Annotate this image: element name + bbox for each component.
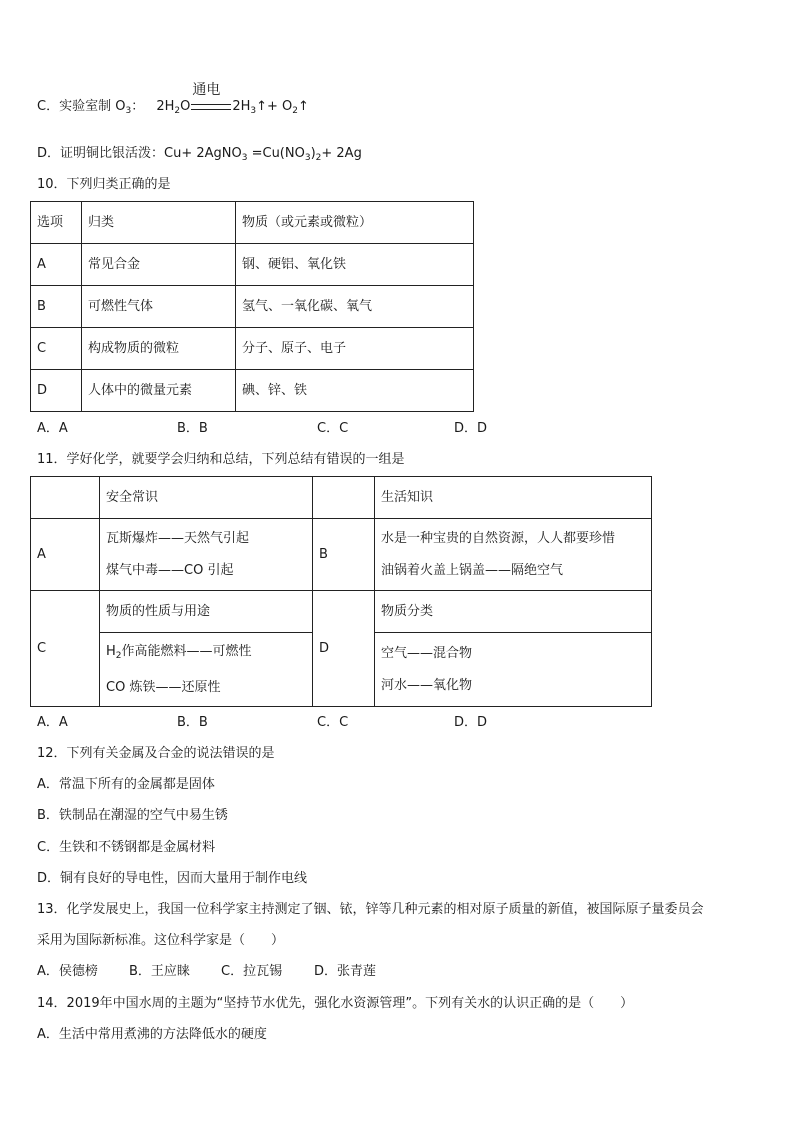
q11-choices bbox=[37, 715, 487, 731]
q11-head-left: 安全常识 bbox=[100, 477, 313, 519]
choice-d: D．张青莲 bbox=[314, 964, 377, 979]
q11-d-line2: 河水——氧化物 bbox=[381, 677, 473, 693]
double-line bbox=[191, 104, 231, 110]
equation-rhs: 2H bbox=[232, 99, 251, 114]
q11-cell-c bbox=[100, 633, 313, 707]
q11-d-head: 物质分类 bbox=[375, 591, 652, 633]
q9-c-prefix-sub: 3 bbox=[125, 106, 132, 116]
q11-cell-a bbox=[100, 519, 313, 591]
equation-rhs-sub2: 2 bbox=[292, 106, 299, 116]
q10-table bbox=[30, 201, 474, 412]
q12-option-d: D．铜有良好的导电性，因而大量用于制作电线 bbox=[37, 871, 308, 886]
choice-c: C．C bbox=[317, 421, 349, 436]
reaction-condition: 通电 bbox=[192, 82, 221, 98]
q10-cell: B bbox=[31, 286, 82, 328]
q12-option-a: A．常温下所有的金属都是固体 bbox=[37, 777, 215, 792]
q10-cell: 分子、原子、电子 bbox=[236, 328, 474, 370]
q10-cell: D bbox=[31, 370, 82, 412]
q10-cell: 碘、锌、铁 bbox=[236, 370, 474, 412]
q9-c-prefix: C．实验室制 O bbox=[37, 99, 126, 114]
q10-cell: 构成物质的微粒 bbox=[82, 328, 236, 370]
choice-d: D．D bbox=[454, 715, 488, 730]
q10-stem: 10．下列归类正确的是 bbox=[37, 177, 171, 192]
q14-option-a: A．生活中常用煮沸的方法降低水的硬度 bbox=[37, 1027, 267, 1042]
q11-c-line2: CO 炼铁——还原性 bbox=[106, 679, 221, 695]
q12-stem: 12．下列有关金属及合金的说法错误的是 bbox=[37, 746, 275, 761]
equation-lhs-sub: 2 bbox=[174, 106, 181, 116]
equation-lhs-end: O bbox=[180, 99, 191, 114]
q10-header-option: 选项 bbox=[31, 202, 82, 244]
q11-table bbox=[30, 476, 652, 707]
q9-option-c bbox=[37, 82, 309, 119]
choice-b: B．王应睐 bbox=[129, 964, 190, 979]
q9-c-colon: ： bbox=[131, 99, 145, 114]
q9-d-part1: D．证明铜比银活泼：Cu+ 2AgNO bbox=[37, 146, 242, 161]
q11-a-line2: 煤气中毒——CO 引起 bbox=[106, 562, 234, 578]
q10-header-category: 归类 bbox=[82, 202, 236, 244]
equation-lhs: 2H bbox=[156, 99, 175, 114]
choice-a: A．A bbox=[37, 715, 68, 730]
table-row bbox=[31, 244, 474, 286]
table-row bbox=[31, 286, 474, 328]
q11-d-line1: 空气——混合物 bbox=[381, 645, 473, 661]
q9-option-d bbox=[37, 146, 362, 166]
q10-cell: C bbox=[31, 328, 82, 370]
q9-d-part4: + 2Ag bbox=[321, 146, 362, 161]
choice-b: B．B bbox=[177, 715, 208, 730]
q14-stem: 14．2019年中国水周的主题为“坚持节水优先，强化水资源管理”。下列有关水的认识正确的是（ ） bbox=[37, 996, 634, 1011]
table-row bbox=[31, 591, 652, 633]
q11-head-right: 生活知识 bbox=[375, 477, 652, 519]
q11-cell-d bbox=[375, 633, 652, 707]
q13-choices bbox=[37, 964, 376, 980]
q11-b-line1: 水是一种宝贵的自然资源，人人都要珍惜 bbox=[381, 530, 616, 546]
equation-rhs-sub: 3 bbox=[250, 106, 257, 116]
table-row bbox=[31, 328, 474, 370]
q10-header-substance: 物质（或元素或微粒） bbox=[236, 202, 474, 244]
q10-cell: 人体中的微量元素 bbox=[82, 370, 236, 412]
q11-header-row bbox=[31, 477, 652, 519]
q11-label-d: D bbox=[313, 591, 375, 707]
choice-c: C．C bbox=[317, 715, 349, 730]
choice-d: D．D bbox=[454, 421, 488, 436]
table-row bbox=[31, 519, 652, 591]
q11-c-h-sub: 2 bbox=[115, 650, 122, 661]
q11-b-line2: 油锅着火盖上锅盖——隔绝空气 bbox=[381, 562, 564, 578]
choice-a: A．侯德榜 bbox=[37, 964, 98, 979]
q13-stem-line2: 采用为国际新标准。这位科学家是（ ） bbox=[37, 933, 285, 948]
choice-c: C．拉瓦锡 bbox=[221, 964, 283, 979]
q13-stem-line1: 13．化学发展史上，我国一位科学家主持测定了铟、铱，锌等几种元素的相对原子质量的新值，被国际原子量委员会 bbox=[37, 902, 704, 917]
q10-cell: 钢、硬铝、氧化铁 bbox=[236, 244, 474, 286]
q10-cell: 可燃性气体 bbox=[82, 286, 236, 328]
q10-cell: 常见合金 bbox=[82, 244, 236, 286]
choice-a: A．A bbox=[37, 421, 68, 436]
choice-b: B．B bbox=[177, 421, 208, 436]
q11-c-line1 bbox=[106, 636, 306, 672]
q10-header-row bbox=[31, 202, 474, 244]
q11-empty-cell bbox=[31, 477, 100, 519]
q11-c-head: 物质的性质与用途 bbox=[100, 591, 313, 633]
q10-cell: A bbox=[31, 244, 82, 286]
q12-option-b: B．铁制品在潮湿的空气中易生锈 bbox=[37, 808, 228, 823]
q11-a-line1: 瓦斯爆炸——天然气引起 bbox=[106, 530, 250, 546]
q9-d-sub2: 3 bbox=[304, 153, 311, 163]
q11-label-c: C bbox=[31, 591, 100, 707]
equation-rhs-end: ↑ bbox=[298, 99, 309, 114]
q12-option-c: C．生铁和不锈钢都是金属材料 bbox=[37, 840, 216, 855]
q11-c-h: H bbox=[106, 643, 116, 659]
table-row bbox=[31, 370, 474, 412]
q9-d-sub3: 2 bbox=[315, 153, 322, 163]
q10-choices bbox=[37, 421, 487, 437]
q9-d-sub1: 3 bbox=[241, 153, 248, 163]
q9-d-part2: =Cu(NO bbox=[247, 146, 305, 161]
q11-c-line1-rest: 作高能燃料——可燃性 bbox=[121, 643, 252, 659]
q9-d-part3: ) bbox=[310, 146, 316, 161]
q11-label-b: B bbox=[313, 519, 375, 591]
equation-rhs-mid: ↑+ O bbox=[256, 99, 293, 114]
q11-cell-b bbox=[375, 519, 652, 591]
reaction-arrow bbox=[190, 82, 232, 115]
q11-label-a: A bbox=[31, 519, 100, 591]
q10-cell: 氢气、一氧化碳、氧气 bbox=[236, 286, 474, 328]
q11-empty-cell bbox=[313, 477, 375, 519]
q11-stem: 11．学好化学，就要学会归纳和总结，下列总结有错误的一组是 bbox=[37, 452, 405, 467]
